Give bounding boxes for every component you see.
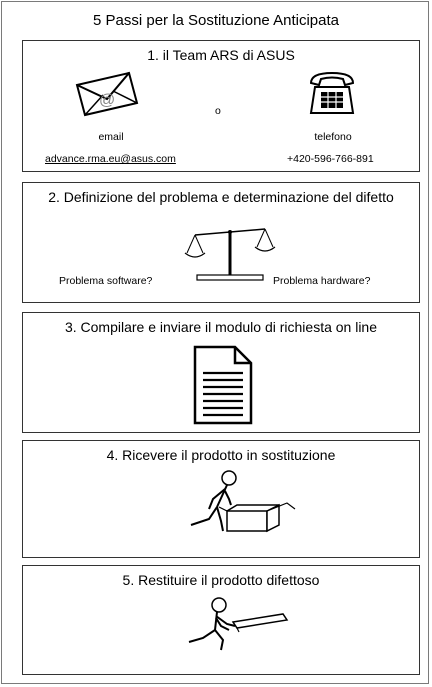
phone-label: telefono bbox=[314, 131, 352, 143]
phone-number: +420-596-766-891 bbox=[287, 153, 374, 165]
envelope-icon bbox=[75, 71, 139, 117]
step-2-box bbox=[22, 182, 420, 303]
step-3-box bbox=[22, 312, 420, 433]
step-2-title: 2. Definizione del problema e determinazione del difetto bbox=[48, 189, 394, 205]
step-5-box bbox=[22, 565, 420, 675]
step-4-title: 4. Ricevere il prodotto in sostituzione bbox=[106, 447, 336, 463]
step-4-box bbox=[22, 440, 420, 558]
hardware-problem-label: Problema hardware? bbox=[273, 275, 371, 287]
step-5-title: 5. Restituire il prodotto difettoso bbox=[122, 572, 320, 588]
person-with-box-icon bbox=[187, 469, 297, 535]
page-title: 5 Passi per la Sostituzione Anticipata bbox=[93, 12, 339, 29]
step-1-title: 1. il Team ARS di ASUS bbox=[147, 47, 295, 63]
telephone-icon bbox=[307, 69, 357, 117]
document-icon bbox=[193, 345, 253, 425]
or-label: o bbox=[215, 105, 221, 117]
svg-text:@: @ bbox=[99, 92, 116, 109]
email-address-link[interactable]: advance.rma.eu@asus.com bbox=[45, 153, 176, 165]
person-returning-product-icon bbox=[181, 596, 291, 654]
balance-scale-icon bbox=[185, 221, 275, 283]
step-3-title: 3. Compilare e inviare il modulo di richiesta on line bbox=[64, 319, 378, 335]
software-problem-label: Problema software? bbox=[59, 275, 153, 287]
email-label: email bbox=[98, 131, 124, 143]
step-1-box bbox=[22, 40, 420, 172]
